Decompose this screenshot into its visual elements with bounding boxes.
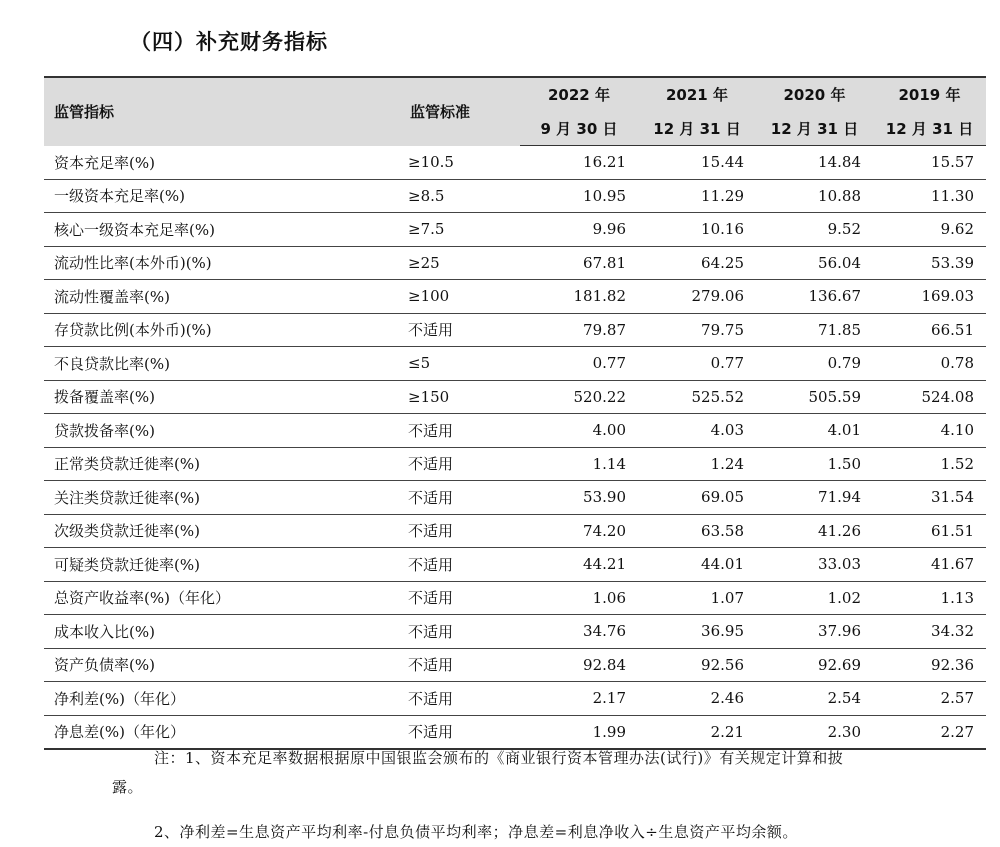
- indicator-value: 1.13: [873, 581, 986, 615]
- indicator-value: 61.51: [873, 514, 986, 548]
- indicator-value: 53.39: [873, 246, 986, 280]
- indicator-value: 79.75: [638, 313, 756, 347]
- header-year: 2021 年: [666, 86, 728, 104]
- indicator-value: 10.16: [638, 213, 756, 247]
- table-row: [44, 179, 986, 213]
- regulatory-standard: ≥10.5: [408, 146, 520, 180]
- indicator-value: 181.82: [520, 280, 638, 314]
- table-row: [44, 347, 986, 381]
- indicator-name: 一级资本充足率(%): [44, 179, 408, 213]
- regulatory-standard: 不适用: [408, 548, 520, 582]
- table-row: [44, 280, 986, 314]
- header-indicator: 监管指标: [54, 103, 115, 122]
- indicator-value: 525.52: [638, 380, 756, 414]
- indicator-value: 10.95: [520, 179, 638, 213]
- indicator-value: 41.67: [873, 548, 986, 582]
- indicator-value: 31.54: [873, 481, 986, 515]
- indicator-value: 15.57: [873, 146, 986, 180]
- regulatory-standard: ≥150: [408, 380, 520, 414]
- indicator-value: 92.56: [638, 648, 756, 682]
- header-standard: 监管标准: [410, 103, 471, 122]
- indicator-value: 44.21: [520, 548, 638, 582]
- indicator-value: 69.05: [638, 481, 756, 515]
- header-date: 9 月 30 日: [520, 111, 638, 146]
- indicator-value: 0.79: [756, 347, 873, 381]
- indicator-name: 成本收入比(%): [44, 615, 408, 649]
- header-date: 12 月 31 日: [638, 111, 756, 146]
- indicator-value: 41.26: [756, 514, 873, 548]
- indicator-name: 次级类贷款迁徙率(%): [44, 514, 408, 548]
- indicator-value: 33.03: [756, 548, 873, 582]
- regulatory-standard: ≥25: [408, 246, 520, 280]
- indicator-value: 2.21: [638, 715, 756, 749]
- indicator-value: 1.52: [873, 447, 986, 481]
- indicator-value: 4.10: [873, 414, 986, 448]
- regulatory-standard: ≥8.5: [408, 179, 520, 213]
- table-row: [44, 380, 986, 414]
- table-header: [44, 77, 986, 146]
- table-row: [44, 514, 986, 548]
- indicator-value: 37.96: [756, 615, 873, 649]
- indicator-value: 53.90: [520, 481, 638, 515]
- indicator-name: 流动性覆盖率(%): [44, 280, 408, 314]
- indicator-name: 存贷款比例(本外币)(%): [44, 313, 408, 347]
- indicator-value: 1.50: [756, 447, 873, 481]
- table-row: [44, 682, 986, 716]
- financial-indicators-table: [44, 76, 986, 750]
- indicator-value: 520.22: [520, 380, 638, 414]
- header-year: 2019 年: [898, 86, 961, 104]
- indicator-value: 2.54: [756, 682, 873, 716]
- table-row: [44, 414, 986, 448]
- indicator-value: 10.88: [756, 179, 873, 213]
- indicator-value: 1.02: [756, 581, 873, 615]
- regulatory-standard: 不适用: [408, 615, 520, 649]
- indicator-value: 1.24: [638, 447, 756, 481]
- regulatory-standard: 不适用: [408, 682, 520, 716]
- table-row: [44, 648, 986, 682]
- table-row: [44, 481, 986, 515]
- indicator-name: 核心一级资本充足率(%): [44, 213, 408, 247]
- indicator-value: 71.94: [756, 481, 873, 515]
- table-row: [44, 548, 986, 582]
- indicator-value: 2.57: [873, 682, 986, 716]
- indicator-value: 0.78: [873, 347, 986, 381]
- indicator-name: 流动性比率(本外币)(%): [44, 246, 408, 280]
- indicator-value: 15.44: [638, 146, 756, 180]
- table-row: [44, 213, 986, 247]
- indicator-value: 34.76: [520, 615, 638, 649]
- indicator-name: 总资产收益率(%)（年化）: [44, 581, 408, 615]
- regulatory-standard: 不适用: [408, 581, 520, 615]
- indicator-value: 79.87: [520, 313, 638, 347]
- indicator-value: 1.06: [520, 581, 638, 615]
- regulatory-standard: 不适用: [408, 715, 520, 749]
- table-row: [44, 146, 986, 180]
- indicator-value: 92.36: [873, 648, 986, 682]
- indicator-value: 66.51: [873, 313, 986, 347]
- indicator-value: 4.03: [638, 414, 756, 448]
- indicator-value: 9.96: [520, 213, 638, 247]
- indicator-value: 136.67: [756, 280, 873, 314]
- table-row: [44, 715, 986, 749]
- indicator-name: 不良贷款比率(%): [44, 347, 408, 381]
- indicator-value: 64.25: [638, 246, 756, 280]
- table-row: [44, 246, 986, 280]
- regulatory-standard: ≤5: [408, 347, 520, 381]
- indicator-name: 可疑类贷款迁徙率(%): [44, 548, 408, 582]
- indicator-value: 9.62: [873, 213, 986, 247]
- note-1-line-2: 露。: [112, 778, 144, 796]
- note-2: 2、净利差=生息资产平均利率-付息负债平均利率；净息差=利息净收入÷生息资产平均余额。: [154, 823, 798, 841]
- indicator-value: 11.29: [638, 179, 756, 213]
- indicator-value: 169.03: [873, 280, 986, 314]
- indicator-value: 14.84: [756, 146, 873, 180]
- indicator-name: 资本充足率(%): [44, 146, 408, 180]
- indicator-value: 63.58: [638, 514, 756, 548]
- indicator-value: 56.04: [756, 246, 873, 280]
- indicator-value: 1.07: [638, 581, 756, 615]
- table-body: [44, 146, 986, 750]
- indicator-value: 0.77: [520, 347, 638, 381]
- indicator-value: 505.59: [756, 380, 873, 414]
- section-title: （四）补充财务指标: [130, 30, 328, 54]
- indicator-value: 92.69: [756, 648, 873, 682]
- indicator-value: 16.21: [520, 146, 638, 180]
- indicator-value: 4.00: [520, 414, 638, 448]
- table-row: [44, 615, 986, 649]
- indicator-value: 2.27: [873, 715, 986, 749]
- header-year: 2020 年: [783, 86, 846, 104]
- indicator-value: 36.95: [638, 615, 756, 649]
- table-row: [44, 313, 986, 347]
- indicator-value: 4.01: [756, 414, 873, 448]
- indicator-name: 关注类贷款迁徙率(%): [44, 481, 408, 515]
- indicator-value: 71.85: [756, 313, 873, 347]
- header-year: 2022 年: [548, 86, 610, 104]
- indicator-value: 0.77: [638, 347, 756, 381]
- regulatory-standard: 不适用: [408, 648, 520, 682]
- regulatory-standard: 不适用: [408, 514, 520, 548]
- indicator-value: 1.99: [520, 715, 638, 749]
- regulatory-standard: 不适用: [408, 414, 520, 448]
- regulatory-standard: ≥7.5: [408, 213, 520, 247]
- indicator-name: 净利差(%)（年化）: [44, 682, 408, 716]
- header-date: 12 月 31 日: [873, 111, 986, 146]
- indicator-value: 92.84: [520, 648, 638, 682]
- note-1-line-1: 注：1、资本充足率数据根据原中国银监会颁布的《商业银行资本管理办法(试行)》有关规定计算和披: [154, 749, 844, 767]
- indicator-value: 524.08: [873, 380, 986, 414]
- indicator-value: 34.32: [873, 615, 986, 649]
- indicator-name: 贷款拨备率(%): [44, 414, 408, 448]
- regulatory-standard: ≥100: [408, 280, 520, 314]
- indicator-name: 正常类贷款迁徙率(%): [44, 447, 408, 481]
- indicator-name: 资产负债率(%): [44, 648, 408, 682]
- regulatory-standard: 不适用: [408, 481, 520, 515]
- indicator-value: 11.30: [873, 179, 986, 213]
- table-row: [44, 447, 986, 481]
- indicator-value: 2.46: [638, 682, 756, 716]
- indicator-value: 2.30: [756, 715, 873, 749]
- regulatory-standard: 不适用: [408, 447, 520, 481]
- indicator-value: 9.52: [756, 213, 873, 247]
- regulatory-standard: 不适用: [408, 313, 520, 347]
- indicator-name: 净息差(%)（年化）: [44, 715, 408, 749]
- indicator-name: 拨备覆盖率(%): [44, 380, 408, 414]
- table-row: [44, 581, 986, 615]
- indicator-value: 279.06: [638, 280, 756, 314]
- indicator-value: 67.81: [520, 246, 638, 280]
- indicator-value: 74.20: [520, 514, 638, 548]
- header-date: 12 月 31 日: [756, 111, 873, 146]
- indicator-value: 1.14: [520, 447, 638, 481]
- indicator-value: 2.17: [520, 682, 638, 716]
- indicator-value: 44.01: [638, 548, 756, 582]
